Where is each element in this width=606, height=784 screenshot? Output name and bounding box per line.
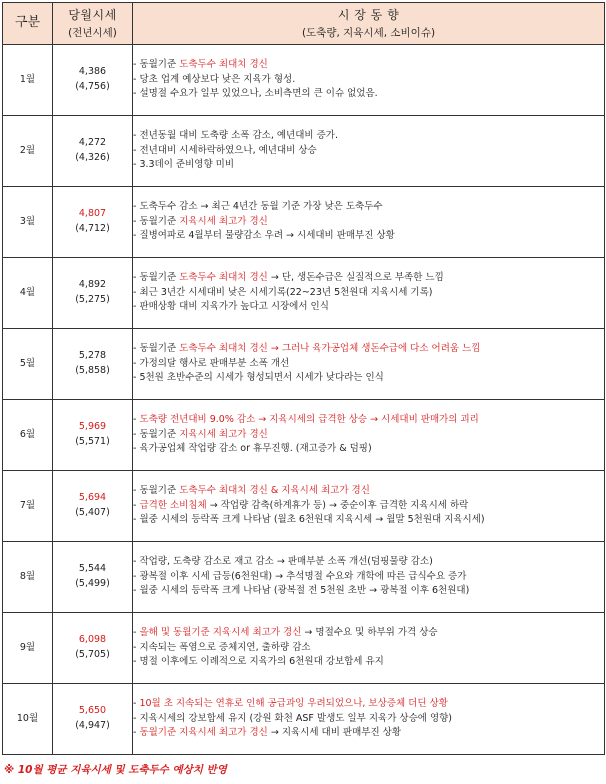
- current-price: 6,098: [78, 634, 107, 646]
- table-row: [3, 116, 605, 187]
- trend-line: [133, 726, 604, 741]
- trend-cell: [133, 45, 605, 116]
- current-price: 5,650: [78, 705, 107, 717]
- month-cell: 9월: [3, 613, 53, 684]
- trend-text: -: [133, 697, 140, 709]
- table-row: [3, 45, 605, 116]
- trend-text: -: [133, 499, 140, 511]
- previous-year-price: (5,275): [75, 294, 110, 305]
- trend-highlight: 올해 및 동월기준 지육시세 최고가 경신: [139, 626, 302, 638]
- trend-line: [133, 712, 604, 727]
- trend-text: - 동월기준: [133, 271, 180, 283]
- trend-text: - 전년동월 대비 도축량 소폭 감소, 예년대비 증가.: [133, 129, 338, 141]
- header-category: 구분: [3, 3, 53, 45]
- price-cell: [53, 684, 133, 755]
- previous-year-price: (5,858): [75, 365, 110, 376]
- trend-line: [133, 357, 604, 372]
- month-cell: 8월: [3, 542, 53, 613]
- price-cell: [53, 542, 133, 613]
- trend-cell: [133, 329, 605, 400]
- trend-line: [133, 584, 604, 599]
- trend-text: -: [133, 413, 140, 425]
- trend-line: [133, 342, 604, 357]
- trend-text: - 최근 3년간 시세대비 낮은 시세기록(22~23년 5천원대 지육시세 기록): [133, 286, 433, 298]
- trend-line: [133, 371, 604, 386]
- month-cell: 7월: [3, 471, 53, 542]
- table-row: [3, 684, 605, 755]
- current-price: 4,386: [78, 66, 107, 78]
- trend-line: [133, 200, 604, 215]
- month-cell: 10월: [3, 684, 53, 755]
- trend-line: [133, 442, 604, 457]
- trend-line: [133, 413, 604, 428]
- trend-text: - 지육시세의 강보합세 유지 (강원 화천 ASF 발생도 일부 지육가 상승에 영향): [133, 712, 453, 724]
- previous-year-price: (4,712): [75, 223, 110, 234]
- table-body: [3, 45, 605, 755]
- previous-year-price: (4,756): [75, 81, 110, 92]
- trend-line: [133, 555, 604, 570]
- market-trend-table: [2, 2, 605, 755]
- price-cell: [53, 471, 133, 542]
- table-row: [3, 187, 605, 258]
- month-cell: 6월: [3, 400, 53, 471]
- trend-line: [133, 73, 604, 88]
- price-cell: [53, 116, 133, 187]
- trend-highlight: 지육시세 최고가 경신: [179, 215, 268, 227]
- trend-line: [133, 641, 604, 656]
- trend-cell: [133, 471, 605, 542]
- trend-highlight: 10월 초 지속되는 연휴로 인해 공급과잉 우려되었으나, 보상증체 더딘 상황: [139, 697, 448, 709]
- table-row: [3, 542, 605, 613]
- header-trend-title: 시 장 동 향: [337, 8, 400, 23]
- previous-year-price: (4,326): [75, 152, 110, 163]
- table-row: [3, 329, 605, 400]
- trend-cell: [133, 684, 605, 755]
- trend-text: - 판매상황 대비 지육가가 높다고 시장에서 인식: [133, 301, 329, 313]
- trend-cell: [133, 613, 605, 684]
- trend-text: - 동월기준: [133, 342, 180, 354]
- trend-text: - 육가공업체 작업량 감소 or 휴무진행. (재고증가 & 덤핑): [133, 443, 372, 455]
- trend-line: [133, 129, 604, 144]
- trend-text: - 5천원 초반수준의 시세가 형성되면서 시세가 낮다라는 인식: [133, 372, 384, 384]
- trend-text: → 명절수요 및 하부위 가격 상승: [301, 626, 438, 638]
- current-price: 5,694: [78, 492, 107, 504]
- month-cell: 5월: [3, 329, 53, 400]
- current-price: 5,278: [78, 350, 107, 362]
- trend-line: [133, 215, 604, 230]
- current-price: 5,544: [78, 563, 107, 575]
- previous-year-price: (5,407): [75, 507, 110, 518]
- trend-text: - 지속되는 폭염으로 증체지연, 출하량 감소: [133, 641, 311, 653]
- trend-highlight: 지육시세 최고가 경신: [179, 428, 268, 440]
- price-cell: [53, 258, 133, 329]
- trend-text: -: [133, 626, 140, 638]
- trend-text: - 동월기준: [133, 428, 180, 440]
- price-cell: [53, 45, 133, 116]
- trend-line: [133, 626, 604, 641]
- trend-line: [133, 484, 604, 499]
- table-row: [3, 400, 605, 471]
- price-cell: [53, 613, 133, 684]
- trend-line: [133, 428, 604, 443]
- trend-text: → 단, 생돈수급은 실질적으로 부족한 느낌: [267, 271, 444, 283]
- trend-line: [133, 300, 604, 315]
- trend-cell: [133, 542, 605, 613]
- trend-text: - 동월기준: [133, 484, 180, 496]
- header-price: [53, 3, 133, 45]
- trend-cell: [133, 258, 605, 329]
- previous-year-price: (5,705): [75, 649, 110, 660]
- table-row: [3, 613, 605, 684]
- trend-cell: [133, 187, 605, 258]
- trend-highlight: 도축두수 최대치 경신: [179, 58, 268, 70]
- price-cell: [53, 187, 133, 258]
- trend-text: - 동월기준: [133, 58, 180, 70]
- month-cell: 1월: [3, 45, 53, 116]
- trend-highlight: 도축두수 최대치 경신 → 그러나 육가공업체 생돈수급에 다소 어려움 느낌: [179, 342, 481, 354]
- trend-text: - 동월기준: [133, 215, 180, 227]
- trend-highlight: 도축량 전년대비 9.0% 감소 → 지육시세의 급격한 상승 → 시세대비 판매가의 괴리: [139, 413, 479, 425]
- previous-year-price: (5,571): [75, 436, 110, 447]
- trend-text: - 전년대비 시세하락하였으나, 예년대비 상승: [133, 144, 317, 156]
- trend-text: - 월중 시세의 등락폭 크게 나타남 (광복절 전 5천원 초반 → 광복절 이후 6천원대): [133, 585, 470, 597]
- trend-text: - 명절 이후에도 이례적으로 지육가의 6천원대 강보합세 유지: [133, 656, 384, 668]
- table-row: [3, 471, 605, 542]
- trend-text: - 월중 시세의 등락폭 크게 나타남 (월초 6천원대 지육시세 → 월말 5천원대 지육시세): [133, 514, 485, 526]
- trend-text: - 질병여파로 4월부터 물량감소 우려 → 시세대비 판매부진 상황: [133, 230, 395, 242]
- trend-text: -: [133, 727, 140, 739]
- current-price: 4,892: [78, 279, 107, 291]
- trend-line: [133, 271, 604, 286]
- price-cell: [53, 329, 133, 400]
- current-price: 4,807: [78, 208, 107, 220]
- trend-line: [133, 229, 604, 244]
- trend-line: [133, 513, 604, 528]
- trend-text: - 가정의달 행사로 판매부분 소폭 개선: [133, 357, 290, 369]
- trend-text: - 광복절 이후 시세 급등(6천원대) → 추석명절 수요와 개학에 따른 급식수요 증가: [133, 570, 467, 582]
- trend-cell: [133, 400, 605, 471]
- trend-text: - 당초 업계 예상보다 낮은 지육가 형성.: [133, 73, 296, 85]
- month-cell: 4월: [3, 258, 53, 329]
- trend-highlight: 도축두수 최대치 경신: [179, 271, 268, 283]
- previous-year-price: (5,499): [75, 578, 110, 589]
- trend-text: - 3.3데이 준비영향 미비: [133, 159, 235, 171]
- trend-line: [133, 87, 604, 102]
- table-header-row: [3, 3, 605, 45]
- footnote: ※ 10월 평균 지육시세 및 도축두수 예상치 반영: [4, 764, 227, 776]
- trend-line: [133, 286, 604, 301]
- header-trend-sub: (도축량, 지육시세, 소비이슈): [301, 26, 436, 39]
- trend-cell: [133, 116, 605, 187]
- trend-text: - 도축두수 감소 → 최근 4년간 동월 기준 가장 낮은 도축두수: [133, 200, 383, 212]
- trend-highlight: 급격한 소비침체: [139, 499, 207, 511]
- table-row: [3, 258, 605, 329]
- trend-line: [133, 655, 604, 670]
- trend-text: - 설명절 수요가 일부 있었으나, 소비측면의 큰 이슈 없었음.: [133, 88, 378, 100]
- month-cell: 3월: [3, 187, 53, 258]
- trend-line: [133, 499, 604, 514]
- trend-text: → 작업량 감축(하계휴가 등) → 중순이후 급격한 지육시세 하락: [206, 499, 469, 511]
- trend-line: [133, 570, 604, 585]
- header-price-title: 당월시세: [68, 8, 117, 23]
- trend-text: - 작업량, 도축량 감소로 재고 감소 → 판매부분 소폭 개선(덤핑물량 감소): [133, 555, 433, 567]
- trend-line: [133, 144, 604, 159]
- trend-line: [133, 158, 604, 173]
- trend-line: [133, 697, 604, 712]
- trend-text: → 지육시세 대비 판매부진 상황: [267, 727, 402, 739]
- month-cell: 2월: [3, 116, 53, 187]
- header-price-sub: (전년시세): [68, 26, 117, 39]
- trend-line: [133, 58, 604, 73]
- current-price: 4,272: [78, 137, 107, 149]
- trend-highlight: 동월기준 지육시세 최고가 경신: [139, 727, 268, 739]
- trend-highlight: 도축두수 최대치 경신 & 지육시세 최고가 경신: [179, 484, 370, 496]
- header-trend: [133, 3, 605, 45]
- price-cell: [53, 400, 133, 471]
- previous-year-price: (4,947): [75, 720, 110, 731]
- current-price: 5,969: [78, 421, 107, 433]
